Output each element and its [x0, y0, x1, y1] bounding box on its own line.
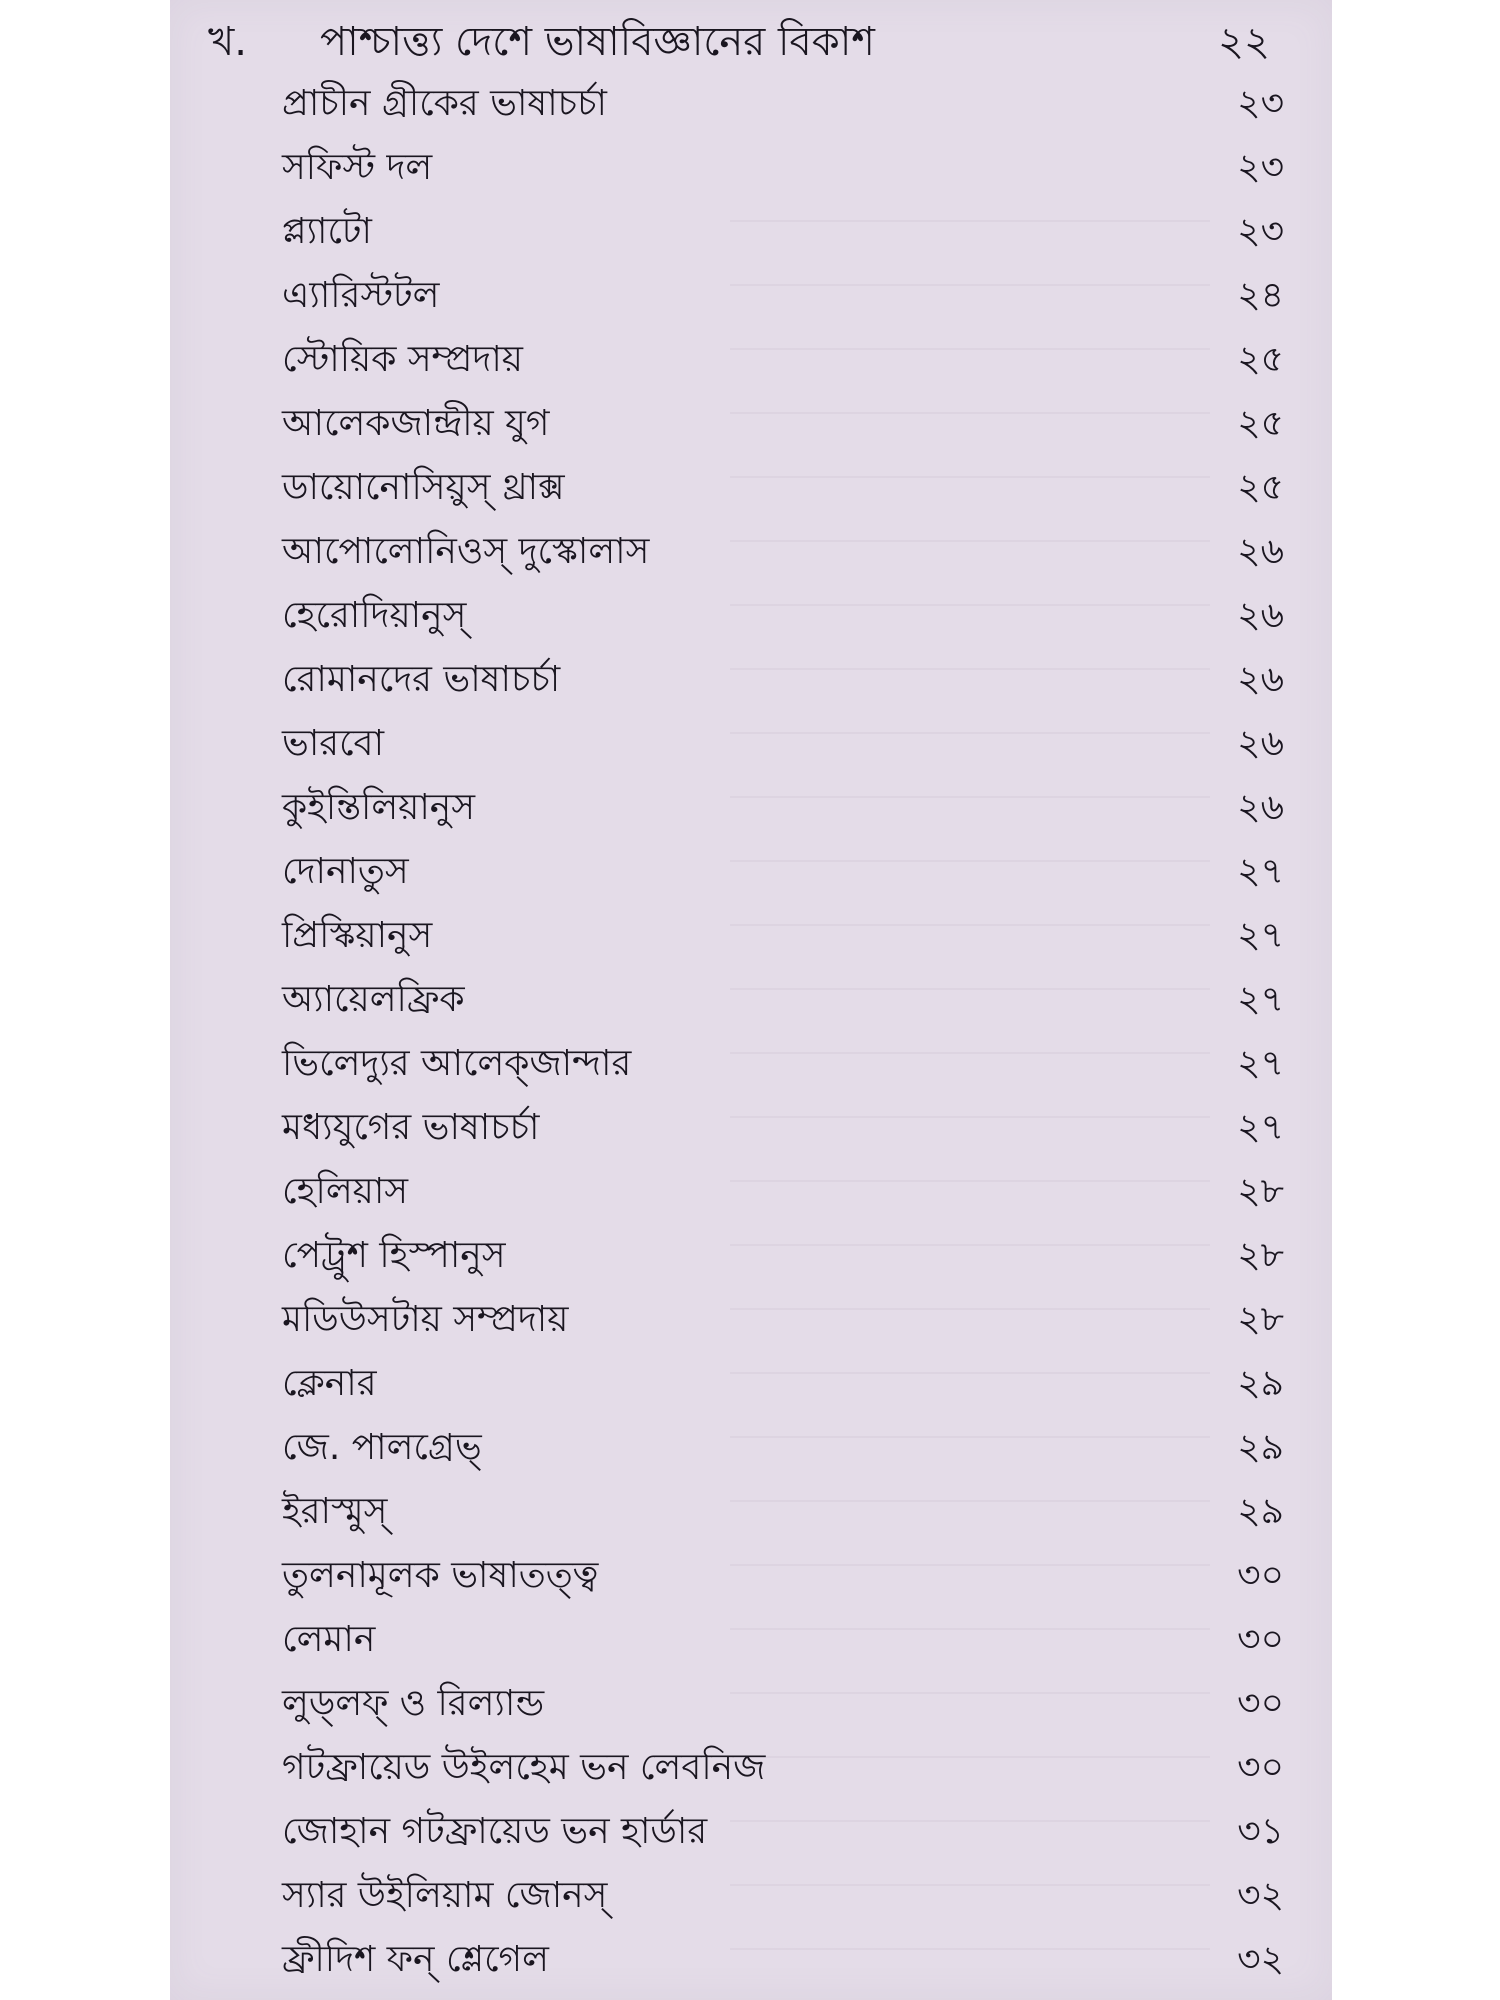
toc-entry [170, 264, 1332, 328]
toc-entry-page-number: ২৫ [1237, 339, 1284, 380]
toc-entry-page-number: ২৬ [1237, 595, 1284, 636]
toc-entry [170, 584, 1332, 648]
toc-entry-page-number: ৩০ [1237, 1683, 1284, 1724]
toc-entry [170, 136, 1332, 200]
toc-entry-title: ভিলেদ্যুর আলেক্জান্দার [282, 1043, 632, 1084]
toc-entry-page-number: ২৫ [1237, 467, 1284, 508]
toc-entry-title: মডিউসটায় সম্প্রদায় [282, 1299, 569, 1340]
toc-entry [170, 1224, 1332, 1288]
toc-entry-title: ক্লেনার [282, 1363, 377, 1404]
toc-entry [170, 1608, 1332, 1672]
toc-entry-page-number: ২৯ [1237, 1491, 1284, 1532]
toc-entry-page-number: ২৯ [1237, 1427, 1284, 1468]
toc-entry [170, 1672, 1332, 1736]
toc-entry-title: এ্যারিস্টটল [282, 275, 440, 316]
section-heading [208, 12, 1318, 72]
toc-entry [170, 1096, 1332, 1160]
toc-entry-page-number: ২৯ [1237, 1363, 1284, 1404]
toc-entry-title: মধ্যযুগের ভাষাচর্চা [282, 1107, 540, 1148]
toc-entry [170, 328, 1332, 392]
toc-entry-page-number: ৩১ [1237, 1811, 1284, 1852]
toc-entry [170, 1864, 1332, 1928]
toc-entry-page-number: ২৮ [1237, 1171, 1284, 1212]
toc-entry-page-number: ২৮ [1237, 1299, 1284, 1340]
toc-entry-title: রোমানদের ভাষাচর্চা [282, 659, 561, 700]
toc-entry-page-number: ২৬ [1237, 723, 1284, 764]
section-page-number: ২২ [1217, 19, 1270, 65]
toc-entry-list [170, 72, 1332, 1992]
toc-entry [170, 1288, 1332, 1352]
toc-entry-title: আলেকজান্দ্রীয় যুগ [282, 403, 550, 444]
toc-entry [170, 1736, 1332, 1800]
toc-entry [170, 1928, 1332, 1992]
toc-entry-title: জে. পালগ্রেভ্ [282, 1427, 482, 1468]
toc-entry-title: দোনাতুস [282, 851, 409, 892]
toc-entry [170, 776, 1332, 840]
toc-entry-page-number: ২৭ [1237, 1107, 1284, 1148]
toc-entry-page-number: ২৭ [1237, 851, 1284, 892]
toc-entry-page-number: ২৫ [1237, 403, 1284, 444]
toc-entry-title: প্রিস্কিয়ানুস [282, 915, 433, 956]
toc-entry-page-number: ২৮ [1237, 1235, 1284, 1276]
toc-entry-page-number: ২৩ [1237, 147, 1284, 188]
toc-entry-page-number: ২৬ [1237, 531, 1284, 572]
toc-entry-title: কুইন্তিলিয়ানুস [282, 787, 476, 828]
toc-entry-title: ডায়োনোসিয়ুস্ থ্রাক্স [282, 467, 565, 508]
toc-entry-page-number: ৩০ [1237, 1619, 1284, 1660]
toc-entry [170, 392, 1332, 456]
toc-entry-title: হেরোদিয়ানুস্ [282, 595, 467, 636]
section-marker: খ. [208, 19, 247, 65]
toc-entry-title: প্রাচীন গ্রীকের ভাষাচর্চা [282, 83, 607, 124]
toc-entry [170, 1800, 1332, 1864]
toc-entry [170, 1160, 1332, 1224]
toc-entry-page-number: ২৭ [1237, 979, 1284, 1020]
toc-entry [170, 520, 1332, 584]
toc-entry-page-number: ৩০ [1237, 1747, 1284, 1788]
toc-entry-title: আপোলোনিওস্ দুস্কোলাস [282, 531, 650, 572]
toc-entry [170, 712, 1332, 776]
toc-entry-title: পেট্রুশ হিস্পানুস [282, 1235, 506, 1276]
toc-entry [170, 200, 1332, 264]
toc-entry-title: লুড্লফ্ ও রিল্যান্ড [282, 1683, 545, 1724]
book-page [170, 0, 1332, 2000]
toc-entry [170, 1480, 1332, 1544]
toc-entry [170, 1352, 1332, 1416]
toc-entry-page-number: ২৩ [1237, 83, 1284, 124]
toc-entry [170, 456, 1332, 520]
toc-entry-title: লেমান [282, 1619, 376, 1660]
toc-entry [170, 648, 1332, 712]
toc-entry [170, 1032, 1332, 1096]
toc-entry-title: হেলিয়াস [282, 1171, 409, 1212]
toc-entry-title: অ্যায়েলফ্রিক [282, 979, 465, 1020]
toc-entry [170, 840, 1332, 904]
toc-entry-title: স্টোয়িক সম্প্রদায় [282, 339, 523, 380]
toc-entry-page-number: ২৪ [1237, 275, 1284, 316]
toc-entry-title: ইরাস্মুস্ [282, 1491, 388, 1532]
toc-entry-title: ভারবো [282, 723, 385, 764]
toc-entry-page-number: ৩২ [1237, 1939, 1284, 1980]
toc-entry-page-number: ২৬ [1237, 787, 1284, 828]
toc-entry [170, 72, 1332, 136]
toc-entry-page-number: ২৭ [1237, 915, 1284, 956]
toc-entry [170, 968, 1332, 1032]
toc-entry-page-number: ২৭ [1237, 1043, 1284, 1084]
toc-entry [170, 1416, 1332, 1480]
toc-entry-title: স্যার উইলিয়াম জোনস্ [282, 1875, 608, 1916]
section-title: পাশ্চাত্ত্য দেশে ভাষাবিজ্ঞানের বিকাশ [320, 19, 875, 65]
toc-entry-title: গটফ্রায়েড উইলহেম ভন লেবনিজ [282, 1747, 766, 1788]
toc-entry-page-number: ২৬ [1237, 659, 1284, 700]
toc-entry-title: তুলনামূলক ভাষাতত্ত্ব [282, 1555, 599, 1596]
toc-entry [170, 904, 1332, 968]
toc-entry-title: জোহান গটফ্রায়েড ভন হার্ডার [282, 1811, 708, 1852]
toc-entry-page-number: ৩০ [1237, 1555, 1284, 1596]
toc-entry-page-number: ২৩ [1237, 211, 1284, 252]
toc-entry-title: প্ল্যাটো [282, 211, 372, 252]
toc-entry [170, 1544, 1332, 1608]
toc-entry-title: সফিস্ট দল [282, 147, 433, 188]
toc-entry-page-number: ৩২ [1237, 1875, 1284, 1916]
toc-entry-title: ফ্রীদিশ ফন্ শ্লেগেল [282, 1939, 549, 1980]
